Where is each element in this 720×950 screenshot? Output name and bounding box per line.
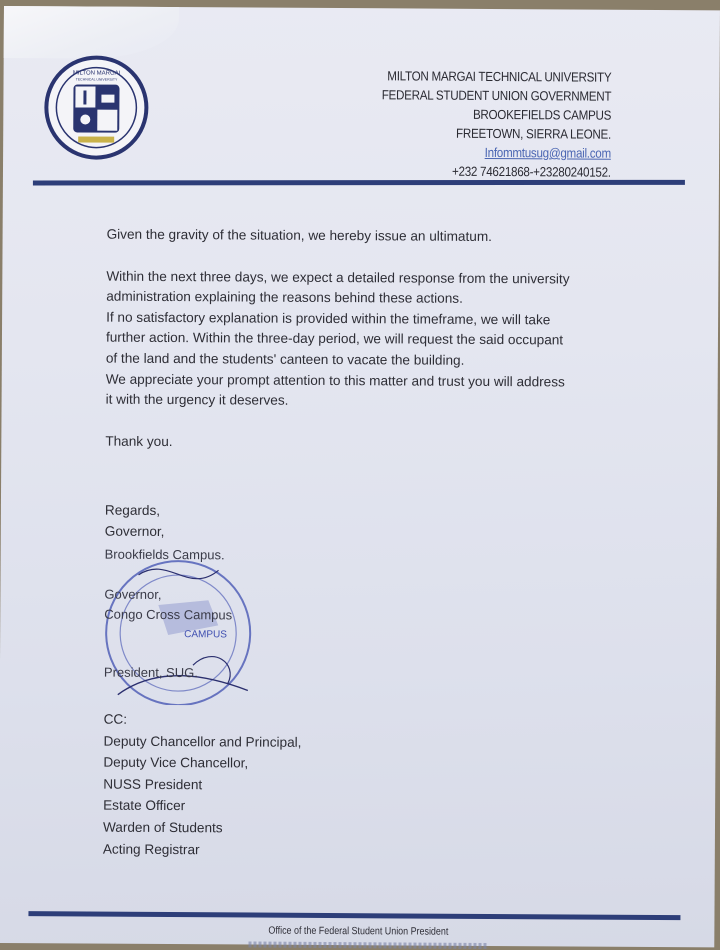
cc-recipient: NUSS President (103, 776, 203, 793)
letterhead-line-1: MILTON MARGAI TECHNICAL UNIVERSITY (387, 68, 612, 85)
seal-arc-text: MILTON MARGAI (72, 70, 121, 77)
seal-subtitle: TECHNICAL UNIVERSITY (75, 77, 118, 82)
cc-label: CC: (103, 711, 128, 727)
closing-block (105, 501, 165, 543)
letterhead-email[interactable]: Infommtusug@gmail.com (484, 144, 612, 161)
cc-recipient: Deputy Vice Chancellor, (103, 754, 249, 771)
signature-lines (104, 545, 233, 684)
stamp-campus-text: CAMPUS (184, 629, 227, 641)
header-divider (33, 180, 685, 186)
body-line: administration explaining the reasons behind these actions. (106, 288, 463, 306)
footer-divider (28, 911, 680, 920)
body-line: it with the urgency it deserves. (105, 391, 289, 408)
letterhead-line-3: BROOKEFIELDS CAMPUS (473, 106, 612, 123)
campus-line-2: Congo Cross Campus (104, 606, 233, 623)
letter-page (0, 6, 720, 947)
governor-title: Governor, (104, 523, 165, 539)
cc-recipient: Warden of Students (102, 819, 223, 836)
body-paragraph-1: Given the gravity of the situation, we hereby issue an ultimatum. (106, 226, 493, 244)
letterhead-line-4: FREETOWN, SIERRA LEONE. (456, 125, 612, 142)
letterhead (381, 66, 611, 181)
body-line: of the land and the students' canteen to vacate the building. (105, 350, 465, 368)
letterhead-line-2: FEDERAL STUDENT UNION GOVERNMENT (381, 87, 612, 104)
body-line: We appreciate your prompt attention to this matter and trust you will address (105, 371, 565, 389)
body-line: If no satisfactory explanation is provided within the timeframe, we will take (106, 309, 551, 328)
university-seal-logo (43, 54, 150, 161)
body-line: further action. Within the three-day period, we will request the said occupant (105, 330, 564, 348)
campus-line-1: Brookfields Campus. (104, 546, 225, 563)
president-line: President, SUG. (103, 664, 198, 681)
governor-line-2: Governor, (104, 586, 162, 602)
cc-block (103, 709, 302, 861)
letter-body (105, 225, 626, 456)
cc-recipient: Acting Registrar (102, 841, 200, 857)
regards-line: Regards, (104, 502, 161, 518)
letterhead-phones: +232 74621868-+23280240152. (452, 163, 612, 180)
cc-recipient: Estate Officer (103, 797, 186, 814)
body-line: Within the next three days, we expect a detailed response from the university (106, 268, 570, 287)
cc-recipient: Deputy Chancellor and Principal, (103, 733, 302, 750)
page-curl (4, 6, 179, 59)
footer-text: Office of the Federal Student Union President (268, 924, 449, 938)
thank-you-line: Thank you. (105, 433, 173, 449)
